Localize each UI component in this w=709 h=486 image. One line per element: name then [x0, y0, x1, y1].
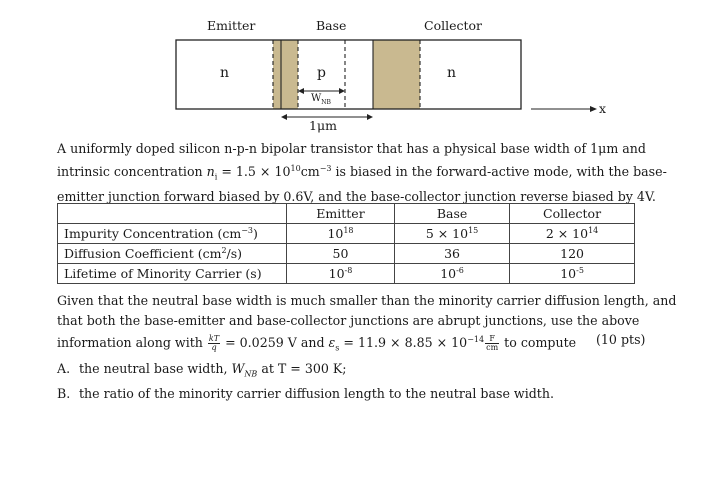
cell-collector-lifetime: $10^{-5}$ [510, 264, 635, 284]
cell-emitter-diffusion: 50 [287, 244, 395, 264]
parameters-table [57, 203, 635, 284]
base-region-p: p [317, 65, 326, 81]
collector-label: Collector [424, 18, 483, 33]
question-a: A. the neutral base width, $W_{NB}$ at T = 300 K; [57, 361, 347, 379]
cell-base-diffusion: 36 [394, 244, 509, 264]
collector-region-n: n [447, 65, 457, 81]
intro-line-3: emitter junction forward biased by 0.6V, and the base-collector junction reverse biased by 4V. [57, 188, 656, 204]
cell-collector-impurity: $2 \times 10^{14}$ [510, 224, 635, 244]
base-label: Base [316, 18, 347, 33]
given-line-1: Given that the neutral base width is much smaller than the minority carrier diffusion length, and [57, 293, 677, 308]
given-line-3: information along with $\frac{kT}{q}$ = 0.0259 V and $\varepsilon_s = 11.9 \times 8.85 \times 10^{-14}$ $\frac{F}{cm}$ to compute (10 pts) [57, 332, 646, 353]
f-over-cm-fraction: $\frac{F}{cm}$ [486, 334, 499, 353]
emitter-region-n: n [220, 65, 230, 81]
question-b: B. the ratio of the minority carrier diffusion length to the neutral base width. [57, 386, 554, 402]
intro-line-2: intrinsic concentration $n_i = 1.5 \times 10^{10}cm^{-3}$ is biased in the forward-active mode, with the base- [57, 163, 667, 182]
problem-intro [57, 139, 667, 206]
row-label-diffusion: Diffusion Coefficient $(cm^2/s)$ [58, 244, 287, 264]
intro-line-1: A uniformly doped silicon n-p-n bipolar transistor that has a physical base width of 1μm and [57, 141, 646, 156]
kt-over-q-fraction: $\frac{kT}{q}$ [208, 334, 220, 353]
transistor-drawing [0, 0, 709, 150]
base-width-label: 1μm [309, 118, 337, 133]
questions-list [57, 359, 554, 404]
wnb-label: $W_{NB}$ [311, 93, 331, 106]
table-row [58, 224, 635, 244]
wnb-arrow-left-head [298, 88, 304, 94]
emitter-base-depletion [273, 40, 298, 109]
table-header-emitter: Emitter [287, 204, 395, 224]
row-label-lifetime: Lifetime of Minority Carrier (s) [58, 264, 287, 284]
width-arrow-left-head [281, 114, 287, 120]
given-line-2: that both the base-emitter and base-collector junctions are abrupt junctions, use the above [57, 312, 640, 328]
x-axis-arrow-head [590, 106, 597, 112]
cell-base-impurity: $5 \times 10^{15}$ [394, 224, 509, 244]
table-header-base: Base [394, 204, 509, 224]
cell-emitter-impurity: $10^{18}$ [287, 224, 395, 244]
table-row [58, 244, 635, 264]
cell-collector-diffusion: 120 [510, 244, 635, 264]
row-label-impurity: Impurity Concentration $(cm^{-3})$ [58, 224, 287, 244]
table-row [58, 264, 635, 284]
points-label: (10 pts) [596, 332, 646, 347]
problem-given [57, 291, 677, 358]
wnb-arrow-right-head [339, 88, 345, 94]
table-header-blank [58, 204, 287, 224]
width-arrow-right-head [367, 114, 373, 120]
x-axis-label: x [599, 101, 607, 116]
emitter-label: Emitter [207, 18, 256, 33]
base-collector-depletion [373, 40, 420, 109]
cell-emitter-lifetime: $10^{-8}$ [287, 264, 395, 284]
table-header-row [58, 204, 635, 224]
cell-base-lifetime: $10^{-6}$ [394, 264, 509, 284]
table-header-collector: Collector [510, 204, 635, 224]
